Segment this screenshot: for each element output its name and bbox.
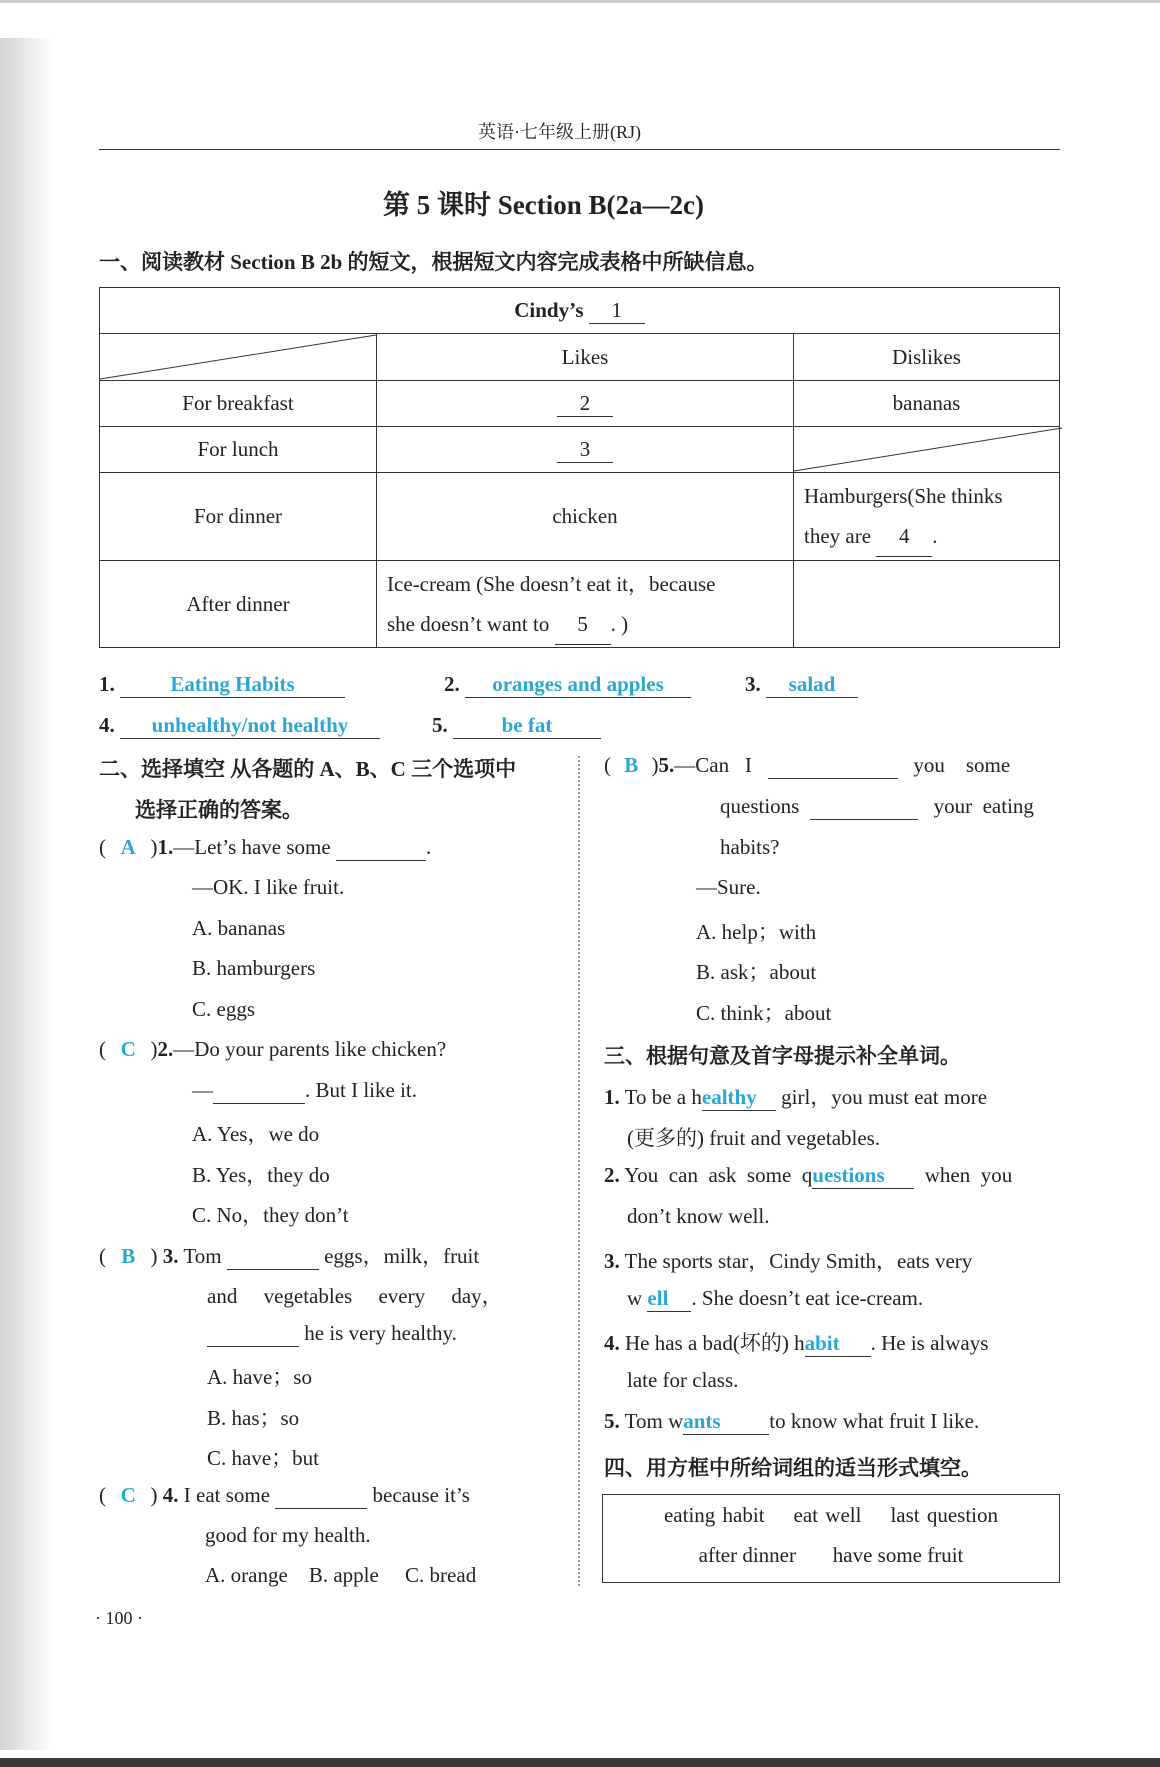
- col-likes: Likes: [377, 334, 794, 381]
- dialog-line: —OK. I like fruit.: [192, 875, 345, 899]
- answer-fill: abit: [805, 1331, 871, 1357]
- blank-3: 3: [557, 437, 613, 463]
- empty-cell: [794, 561, 1060, 648]
- page-number: · 100 ·: [95, 1608, 143, 1628]
- blank-1: 1: [589, 298, 645, 324]
- likes-cell: [377, 381, 794, 427]
- blank: [768, 753, 898, 779]
- option: A. Yes，we do: [192, 1122, 320, 1146]
- question-text: he is very healthy.: [207, 1321, 457, 1347]
- option: A. help；with: [696, 920, 817, 944]
- likes-cell: [377, 427, 794, 473]
- options-row: A. orange B. apple C. bread: [205, 1563, 477, 1587]
- option: B. has；so: [207, 1406, 300, 1430]
- answer-choice: C: [120, 1037, 136, 1061]
- blank: [207, 1321, 299, 1347]
- likes-cell: chicken: [377, 473, 794, 561]
- option: A. have；so: [207, 1365, 312, 1389]
- option: C. have；but: [207, 1446, 319, 1470]
- question-text: questions your eating: [720, 794, 1034, 818]
- answer-1: Eating Habits: [120, 672, 345, 698]
- question-text: good for my health.: [205, 1523, 371, 1547]
- answer-5: be fat: [453, 713, 601, 739]
- fill-line: (更多的) fruit and vegetables.: [627, 1126, 881, 1150]
- fill-line: w ell . She doesn’t eat ice-cream.: [627, 1286, 924, 1310]
- answer-fill: ants: [683, 1409, 769, 1435]
- section3-heading: 三、根据句意及首字母提示补全单词。: [604, 1044, 961, 1068]
- fill-item-3: 3. The sports star，Cindy Smith，eats very: [604, 1249, 973, 1273]
- word-box: [602, 1494, 1060, 1583]
- row-label: For dinner: [100, 473, 377, 561]
- fill-item-1: 1. To be a healthy girl，you must eat more: [604, 1085, 988, 1109]
- question-4: ( C ) 4. I eat some because it’s: [99, 1483, 470, 1507]
- answer-row: 3. salad: [745, 672, 858, 698]
- answer-row: 5. be fat: [432, 713, 601, 739]
- answer-choice: A: [120, 835, 136, 859]
- lesson-title: 第 5 课时 Section B(2a—2c): [383, 190, 704, 220]
- answer-2: oranges and apples: [465, 672, 691, 698]
- running-header: 英语·七年级上册(RJ): [478, 122, 641, 142]
- section4-heading: 四、用方框中所给词组的适当形式填空。: [604, 1456, 982, 1480]
- answer-fill: uestions: [812, 1163, 914, 1189]
- bottom-edge: [0, 1758, 1160, 1767]
- answer-fill: ell: [647, 1286, 691, 1312]
- fill-item-2: 2. You can ask some questions when you: [604, 1163, 1013, 1187]
- word-row: after dinner have some fruit: [698, 1543, 964, 1567]
- diagonal-line: [794, 427, 1062, 473]
- column-divider: [578, 756, 580, 1586]
- col-dislikes: Dislikes: [794, 334, 1060, 381]
- question-5: ( B )5.—Can I you some: [604, 753, 1011, 777]
- diagonal-cell: [794, 427, 1060, 473]
- fill-line: don’t know well.: [627, 1204, 770, 1228]
- header-rule: [99, 149, 1060, 150]
- option: A. bananas: [192, 916, 286, 940]
- fill-line: late for class.: [627, 1368, 739, 1392]
- page-shadow: [0, 38, 52, 1750]
- answer-row: 2. oranges and apples: [444, 672, 691, 698]
- option: B. Yes，they do: [192, 1163, 330, 1187]
- word-row: eating habit eat well last question: [663, 1503, 999, 1527]
- question-text: habits?: [720, 835, 780, 859]
- question-text: and vegetables every day，: [207, 1284, 503, 1308]
- section2-heading: 二、选择填空 从各题的 A、B、C 三个选项中: [99, 757, 517, 781]
- question-1: ( A )1.—Let’s have some .: [99, 835, 432, 859]
- blank-4: 4: [876, 516, 932, 557]
- question-3: ( B ) 3. Tom eggs，milk，fruit: [99, 1244, 480, 1268]
- answer-choice: C: [120, 1483, 136, 1507]
- likes-cell: Ice-cream (She doesn’t eat it，because she doesn’t want to 5 . ): [377, 561, 794, 648]
- option: B. ask；about: [696, 960, 817, 984]
- option: C. think；about: [696, 1001, 832, 1025]
- blank: [227, 1244, 319, 1270]
- option: C. No，they don’t: [192, 1203, 349, 1227]
- top-edge: [0, 0, 1160, 3]
- answer-choice: B: [624, 753, 639, 777]
- answer-choice: B: [121, 1244, 136, 1268]
- blank: [275, 1483, 367, 1509]
- fill-item-4: 4. He has a bad(坏的) habit . He is always: [604, 1331, 989, 1355]
- answer-fill: ealthy: [702, 1085, 776, 1111]
- dialog-line: — . But I like it.: [192, 1078, 417, 1102]
- diagonal-line: [100, 334, 376, 381]
- row-label: After dinner: [100, 561, 377, 648]
- answer-4: unhealthy/not healthy: [120, 713, 380, 739]
- answer-row: 4. unhealthy/not healthy: [99, 713, 380, 739]
- blank-5: 5: [555, 604, 611, 645]
- option: B. hamburgers: [192, 956, 316, 980]
- fill-item-5: 5. Tom wants to know what fruit I like.: [604, 1409, 980, 1433]
- table-title: Cindy’s 1: [100, 288, 1060, 334]
- row-label: For breakfast: [100, 381, 377, 427]
- blank-2: 2: [557, 391, 613, 417]
- option: C. eggs: [192, 997, 255, 1021]
- diagonal-cell: [100, 334, 377, 381]
- section2-heading-cont: 选择正确的答案。: [135, 798, 303, 822]
- row-label: For lunch: [100, 427, 377, 473]
- dislikes-cell: bananas: [794, 381, 1060, 427]
- blank: [336, 835, 426, 861]
- blank: [810, 794, 918, 820]
- blank: [213, 1078, 305, 1104]
- answer-row: 1. Eating Habits: [99, 672, 345, 698]
- dialog-line: —Sure.: [696, 875, 761, 899]
- answer-3: salad: [766, 672, 858, 698]
- question-2: ( C )2.—Do your parents like chicken?: [99, 1037, 447, 1061]
- dislikes-cell: Hamburgers(She thinks they are 4 .: [794, 473, 1060, 561]
- section1-heading: 一、阅读教材 Section B 2b 的短文，根据短文内容完成表格中所缺信息。: [99, 250, 768, 274]
- info-table: [99, 287, 1060, 648]
